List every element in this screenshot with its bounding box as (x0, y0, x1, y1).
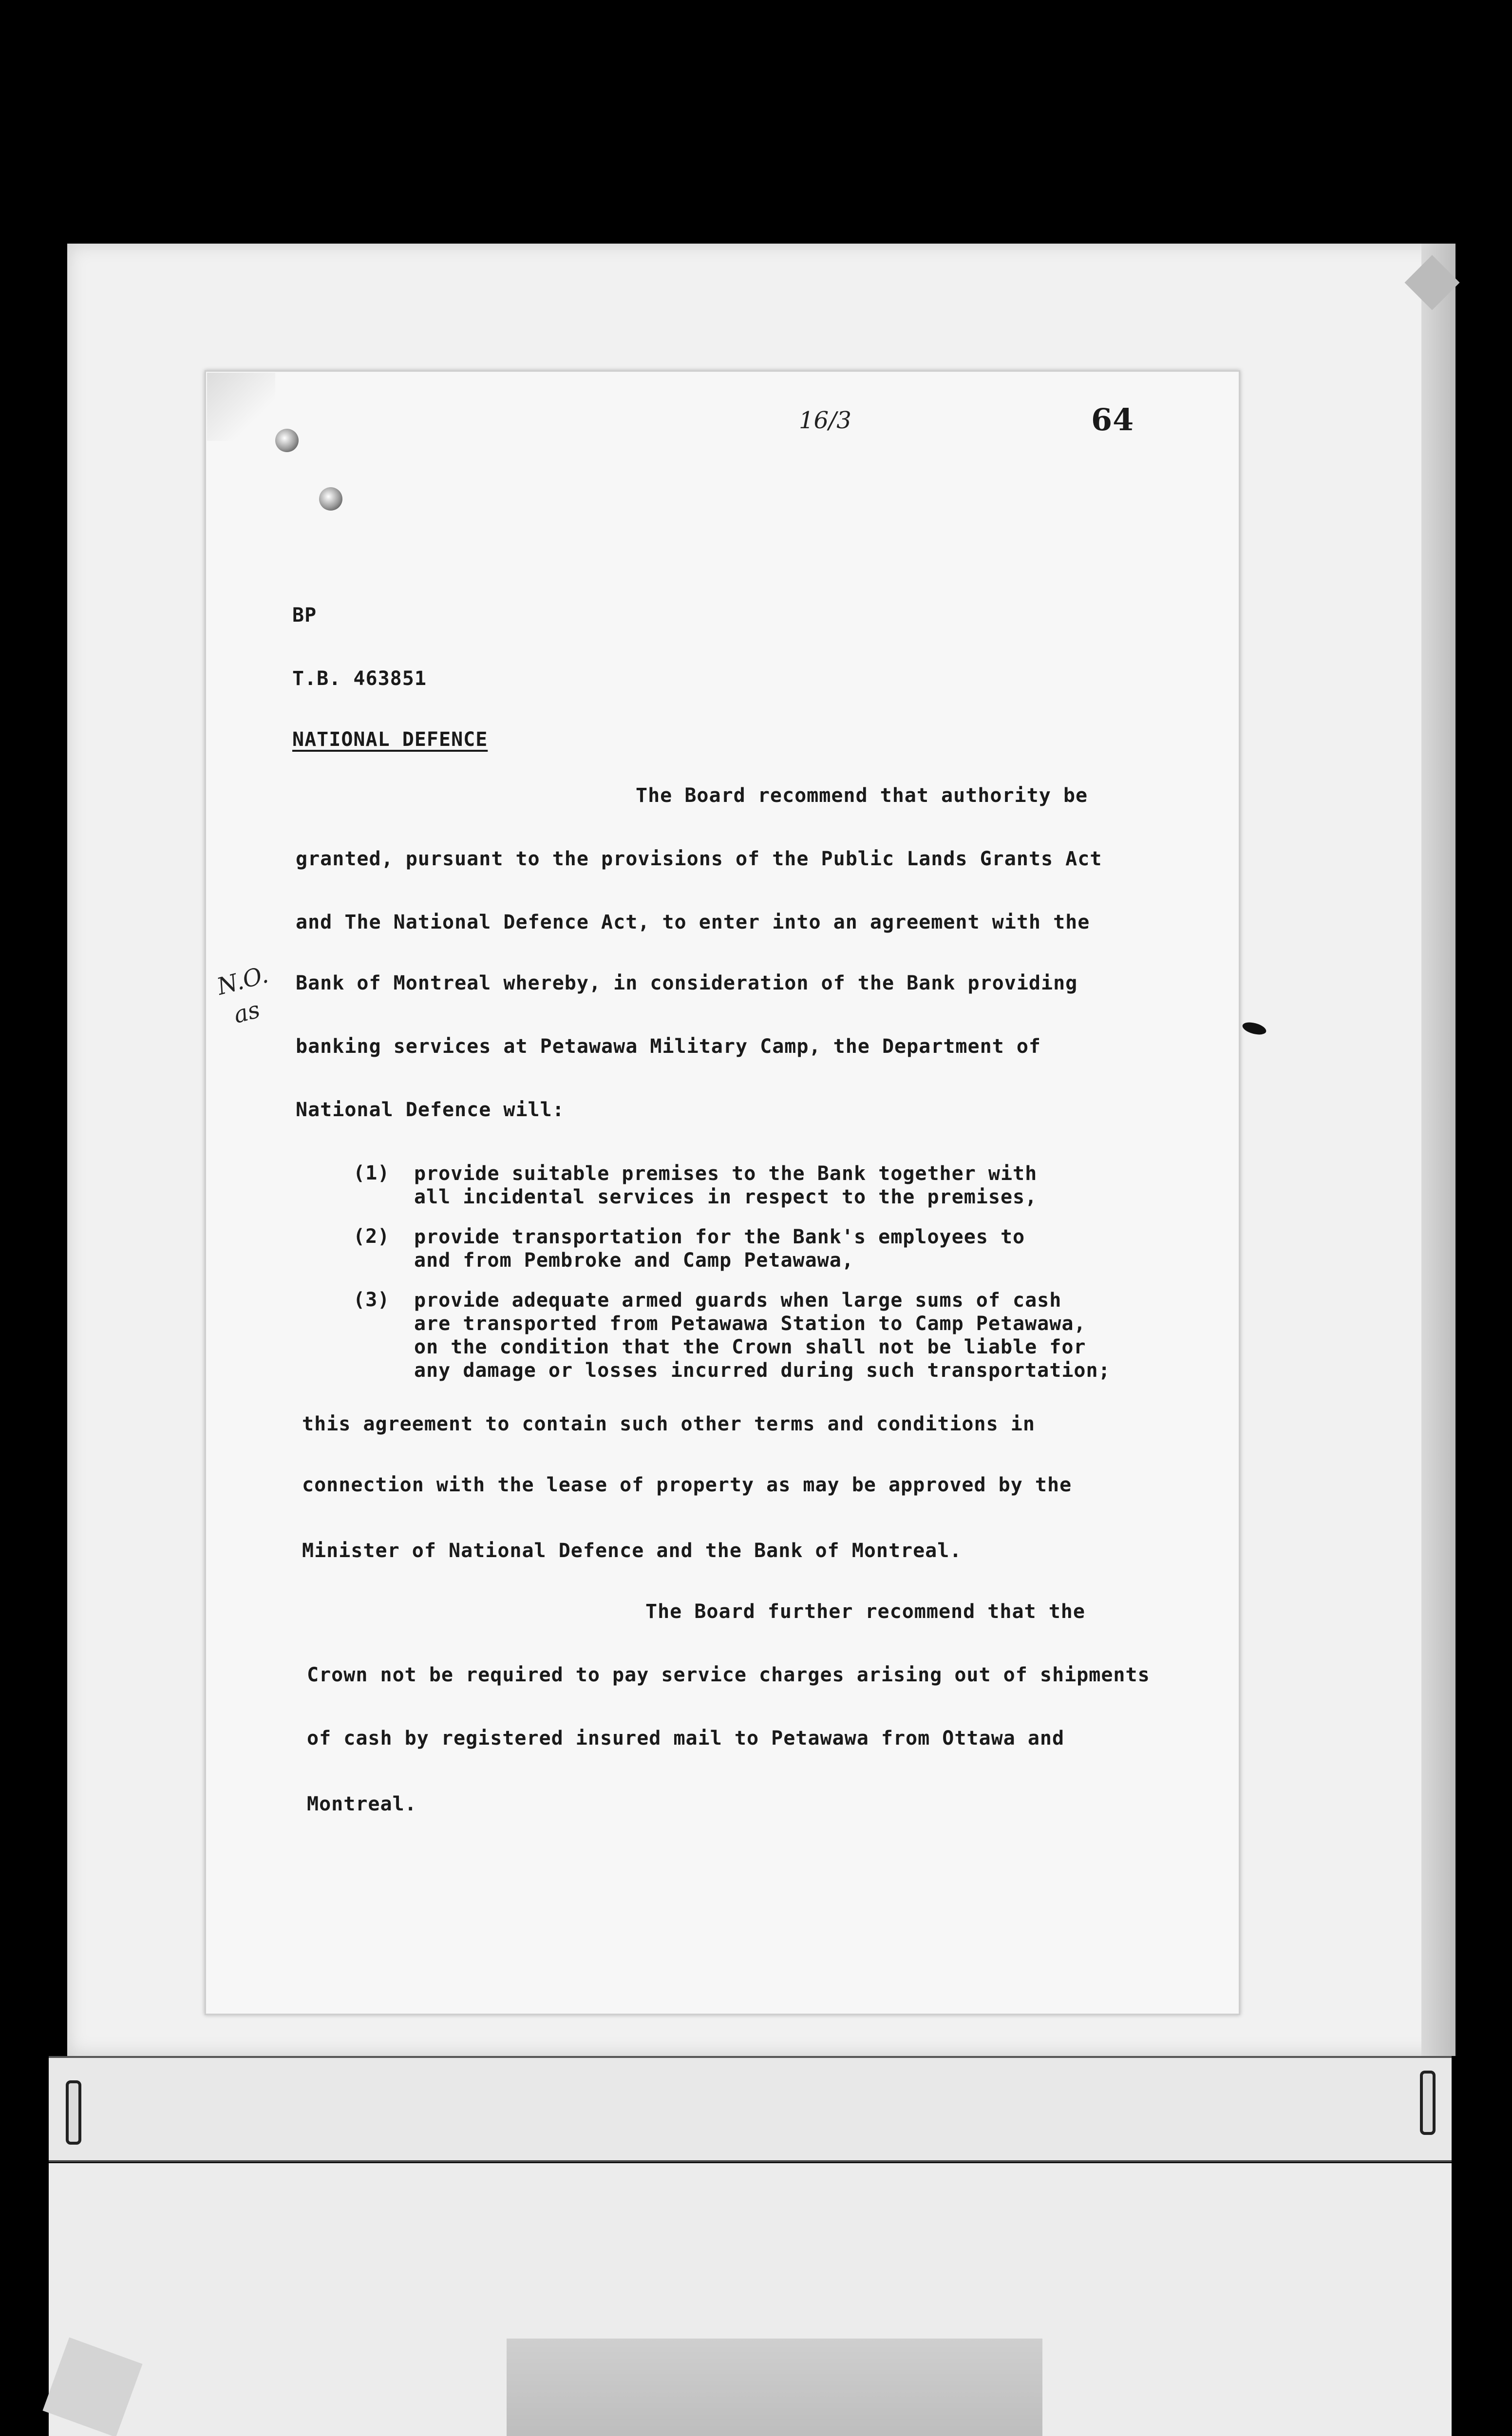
section-heading: NATIONAL DEFENCE (292, 728, 488, 751)
sheet-corner-fold (207, 373, 275, 441)
handwritten-file-ref: 16/3 (799, 407, 851, 434)
para1-line6: National Defence will: (296, 1099, 565, 1121)
para1-line1: The Board recommend that authority be (636, 784, 1088, 807)
para1-line2: granted, pursuant to the provisions of the Public Lands Grants Act (296, 848, 1102, 870)
board-stain (507, 2339, 1042, 2436)
para3-line1: The Board further recommend that the (645, 1600, 1085, 1623)
binding-clip-icon (66, 2080, 81, 2145)
list-item-number: (3) (353, 1289, 390, 1311)
para2-line2: connection with the lease of property as may be approved by the (302, 1474, 1072, 1496)
margin-note: N.O. (214, 961, 271, 1001)
binding-strip (49, 2056, 1452, 2162)
para2-line3: Minister of National Defence and the Bank of Montreal. (302, 1540, 962, 1562)
binding-clip-icon (1420, 2071, 1436, 2135)
list-item-text: provide transportation for the Bank's employees to and from Pembroke and Camp Petawawa, (414, 1226, 1025, 1272)
para1-line5: banking services at Petawawa Military Camp, the Department of (296, 1035, 1041, 1058)
para3-line2: Crown not be required to pay service charges arising out of shipments (307, 1664, 1150, 1686)
board-edge (1421, 244, 1455, 2056)
page-number: 64 (1091, 402, 1134, 438)
tb-number: T.B. 463851 (292, 667, 427, 690)
punch-hole-icon (275, 429, 299, 452)
list-item-number: (2) (353, 1225, 390, 1248)
para1-line4: Bank of Montreal whereby, in consideration of the Bank providing (296, 972, 1078, 994)
margin-note: as (230, 996, 263, 1029)
initials: BP (292, 604, 317, 627)
punch-hole-icon (319, 487, 342, 511)
list-item-text: provide suitable premises to the Bank together with all incidental services in respect to the premises, (414, 1162, 1038, 1208)
para3-line3: of cash by registered insured mail to Petawawa from Ottawa and (307, 1727, 1065, 1750)
para1-line3: and The National Defence Act, to enter into an agreement with the (296, 911, 1090, 933)
list-item-text: provide adequate armed guards when large sums of cash are transported from Petawawa Station to Camp Petawawa, on the condition that the Crown shall not be liable for any damage or losses incurred during such transportation; (414, 1289, 1111, 1382)
para2-line1: this agreement to contain such other terms and conditions in (302, 1413, 1035, 1435)
list-item-number: (1) (353, 1162, 390, 1184)
para3-line4: Montreal. (307, 1793, 417, 1815)
